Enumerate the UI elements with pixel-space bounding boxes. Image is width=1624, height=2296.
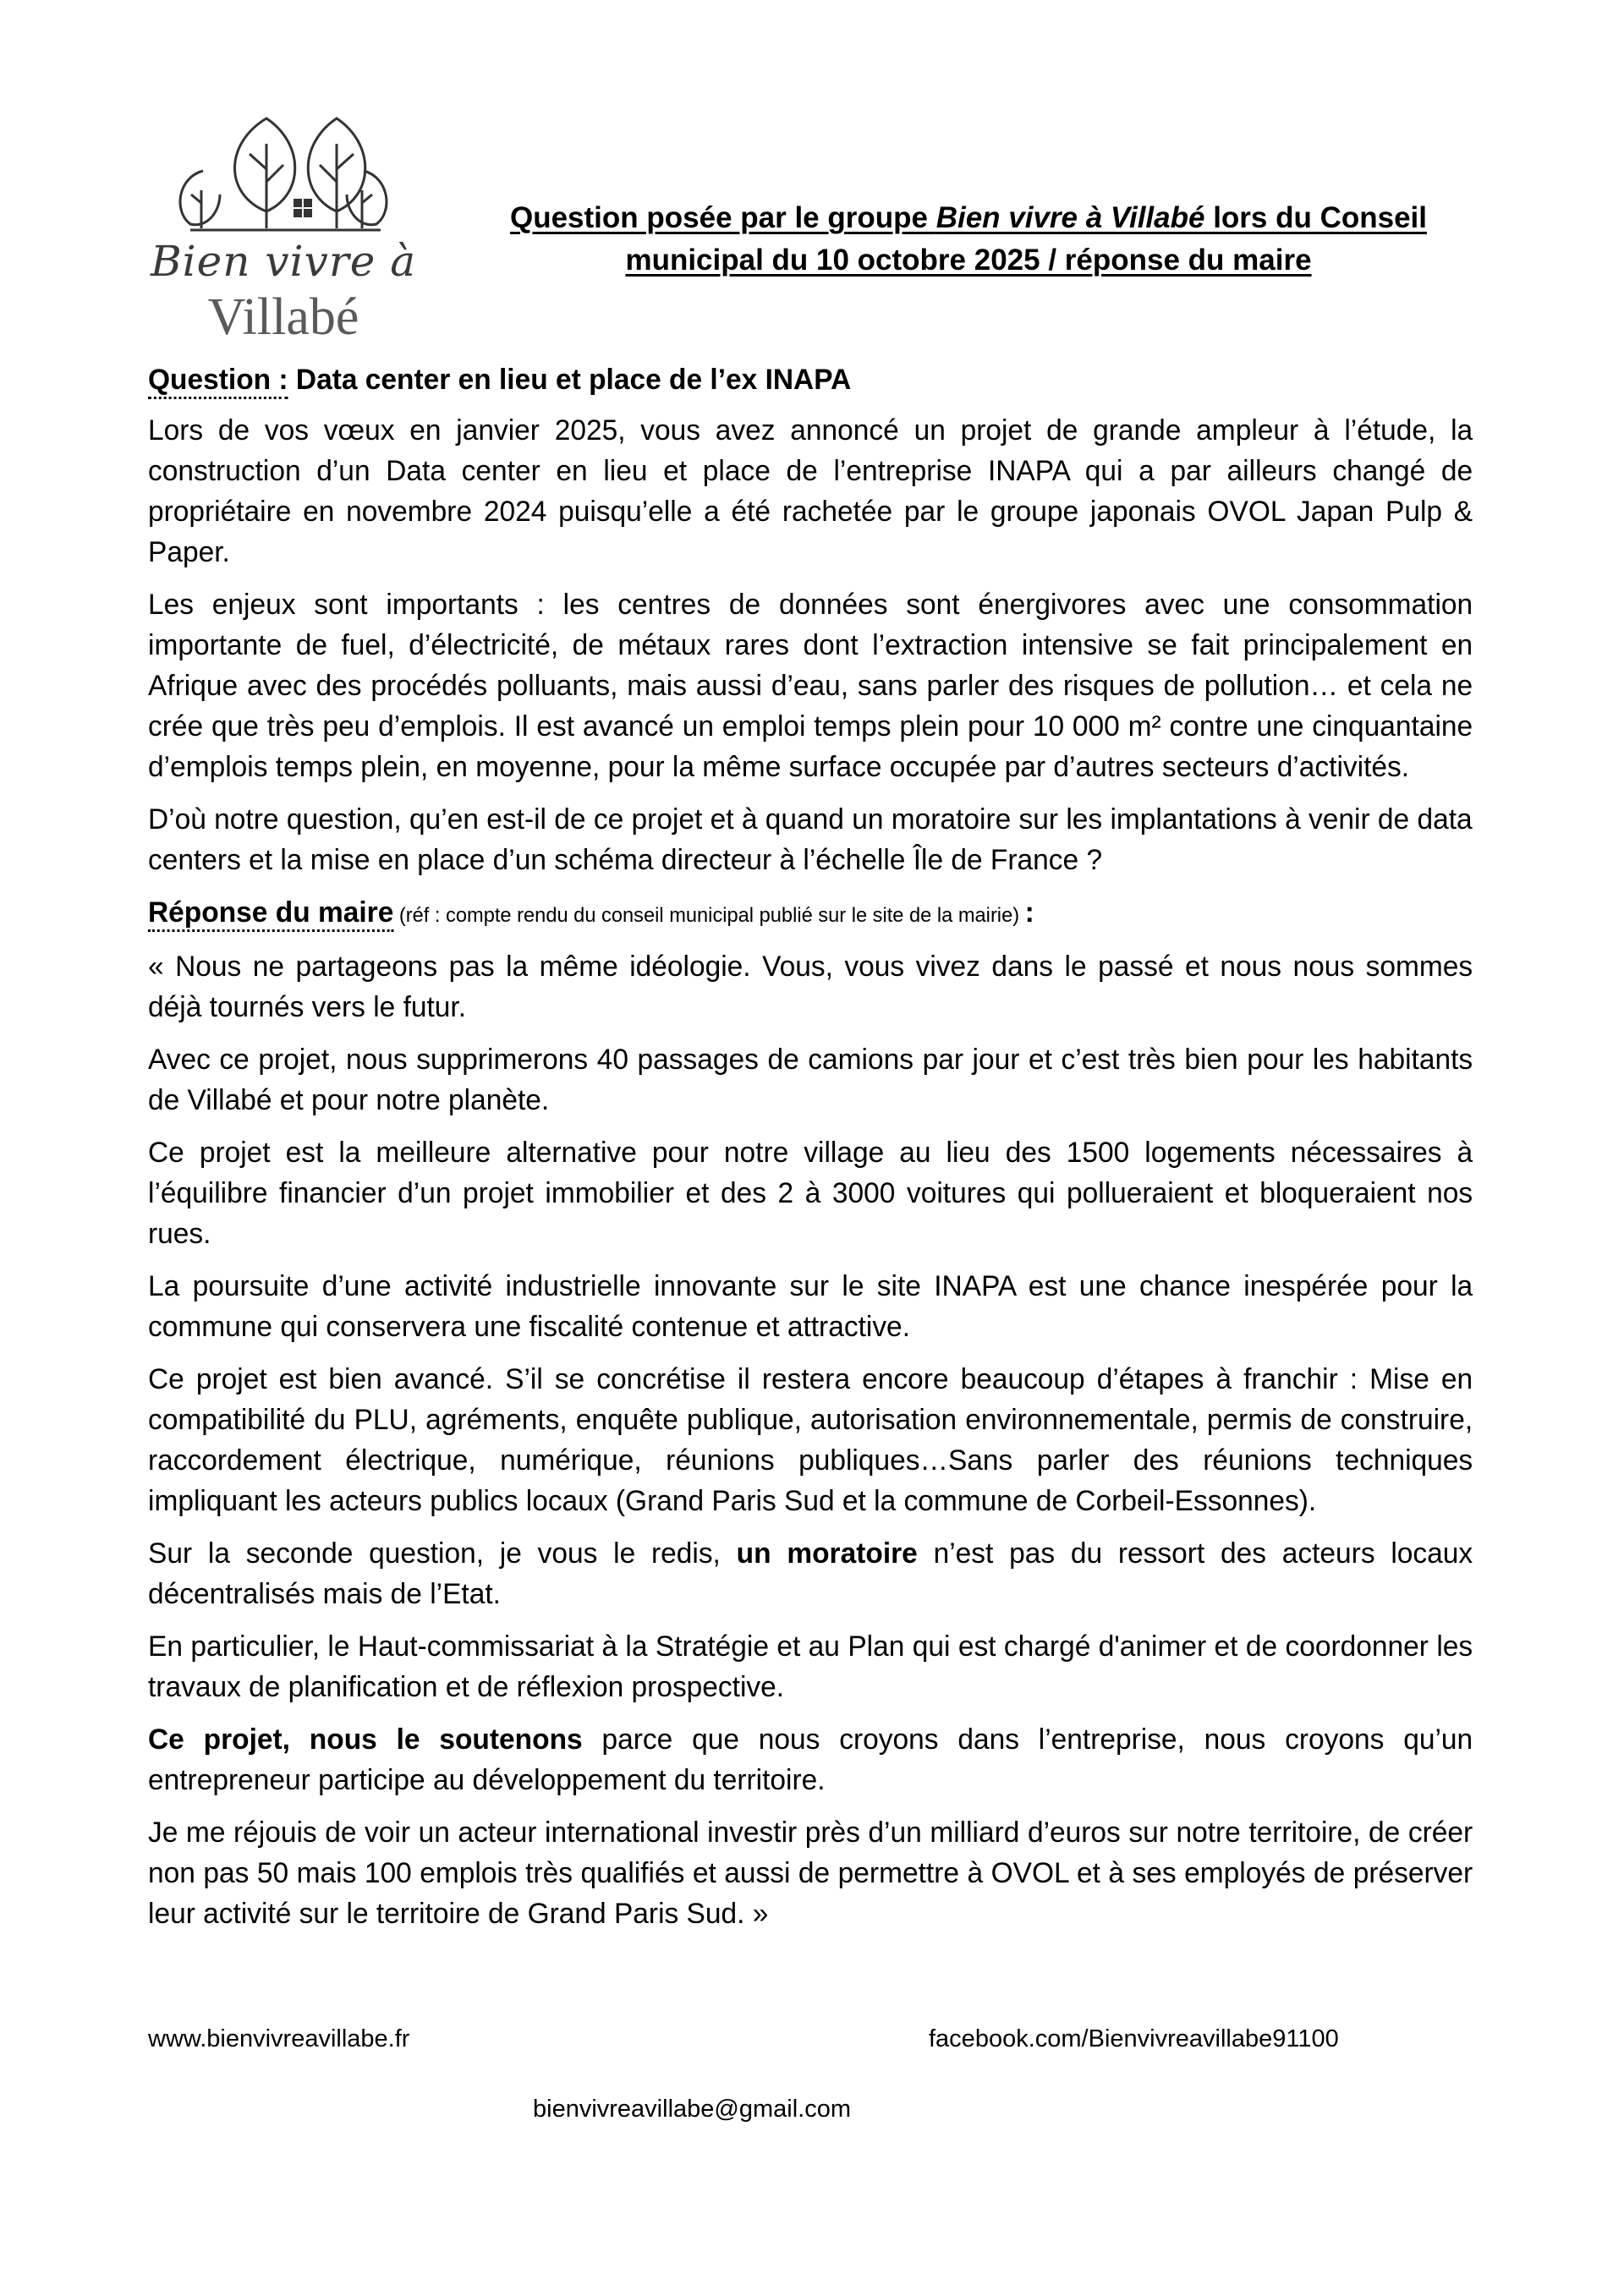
footer-facebook: facebook.com/Bienvivreavillabe91100 (929, 2025, 1339, 2052)
question-paragraph-2: Les enjeux sont importants : les centres de données sont énergivores avec une consommation importante de fuel, d’électricité, de métaux rares dont l’extraction intensive se fait principalement en Afrique avec des procédés polluants, mais aussi d’eau, sans parler des risques de pollution… et cela ne crée que très peu d’emplois. Il est avancé un emploi temps plein pour 10 000 m² contre une cinquantaine d’emplois temps plein, en moyenne, pour la même surface occupée par d’autres secteurs d’activités. (148, 589, 1473, 783)
logo (144, 110, 423, 347)
footer-email: bienvivreavillabe@gmail.com (533, 2096, 851, 2123)
response-paragraph-1: « Nous ne partageons pas la même idéologie. Vous, vous vivez dans le passé et nous nous sommes déjà tournés vers le futur. (148, 951, 1473, 1023)
response-paragraph-2: Avec ce projet, nous supprimerons 40 passages de camions par jour et c’est très bien pour les habitants de Villabé et pour notre planète. (148, 1044, 1473, 1116)
response-paragraph-5: Ce projet est bien avancé. S’il se concrétise il restera encore beaucoup d’étapes à franchir : Mise en compatibilité du PLU, agréments, enquête publique, autorisation environnementale, permis de construire, raccordement électrique, numérique, réunions publiques…Sans parler des réunions techniques impliquant les acteurs publics locaux (Grand Paris Sud et la commune de Corbeil-Essonnes). (148, 1363, 1473, 1517)
response-heading (148, 892, 1473, 936)
logo-town-text: Villabé (207, 288, 359, 346)
question-title: Data center en lieu et place de l’ex INAPA (288, 364, 852, 396)
p8-bold: Ce projet, nous le soutenons (148, 1723, 583, 1756)
response-paragraph-4: La poursuite d’une activité industrielle innovante sur le site INAPA est une chance inespérée pour la commune qui conservera une fiscalité contenue et attractive. (148, 1270, 1473, 1343)
p6-bold: un moratoire (736, 1537, 918, 1570)
logo-script-text: Bien vivre à (150, 237, 417, 286)
response-reference: (réf : compte rendu du conseil municipal publié sur le site de la mairie) (393, 904, 1025, 927)
p8-after: parce que nous croyons dans l’entreprise, nous croyons qu’un entrepreneur participe au développement du territoire. (148, 1723, 1473, 1796)
title-part-1: Question posée par le groupe (509, 201, 936, 234)
footer-website: www.bienvivreavillabe.fr (148, 2025, 410, 2052)
title-part-2: lors du Conseil municipal du 10 octobre 2025 / réponse du maire (625, 201, 1428, 277)
response-paragraph-9: Je me réjouis de voir un acteur international investir près d’un milliard d’euros sur notre territoire, de créer non pas 50 mais 100 emplois très qualifiés et aussi de permettre à OVOL et à ses employés de préserver leur activité sur le territoire de Grand Paris Sud. » (148, 1817, 1473, 1930)
p6-after: n’est pas du ressort des acteurs locaux décentralisés mais de l’Etat. (148, 1537, 1473, 1610)
response-paragraph-3: Ce projet est la meilleure alternative pour notre village au lieu des 1500 logements nécessaires à l’équilibre financier d’un projet immobilier et des 2 à 3000 voitures qui pollueraient et bloqueraient nos rues. (148, 1137, 1473, 1250)
response-colon: : (1024, 896, 1034, 929)
response-paragraph-8 (148, 1719, 1473, 1800)
response-label: Réponse du maire (148, 896, 393, 932)
question-label: Question : (148, 364, 288, 399)
question-paragraph-3: D’où notre question, qu’en est-il de ce projet et à quand un moratoire sur les implantations à venir de data centers et la mise en place d’un schéma directeur à l’échelle Île de France ? (148, 803, 1473, 876)
response-paragraph-6 (148, 1533, 1473, 1614)
title-group-name: Bien vivre à Villabé (935, 201, 1205, 234)
trees-house-icon (144, 110, 423, 237)
document-body (148, 359, 1473, 1946)
document-title (440, 197, 1497, 282)
response-paragraph-7: En particulier, le Haut-commissariat à la Stratégie et au Plan qui est chargé d'animer et de coordonner les travaux de planification et de réflexion prospective. (148, 1630, 1473, 1703)
question-paragraph-1: Lors de vos vœux en janvier 2025, vous avez annoncé un projet de grande ampleur à l’étude, la construction d’un Data center en lieu et place de l’entreprise INAPA qui a par ailleurs changé de propriétaire en novembre 2024 puisqu’elle a été rachetée par le groupe japonais OVOL Japan Pulp & Paper. (148, 414, 1473, 568)
question-heading (148, 359, 1473, 400)
p6-before: Sur la seconde question, je vous le redis, (148, 1537, 737, 1570)
